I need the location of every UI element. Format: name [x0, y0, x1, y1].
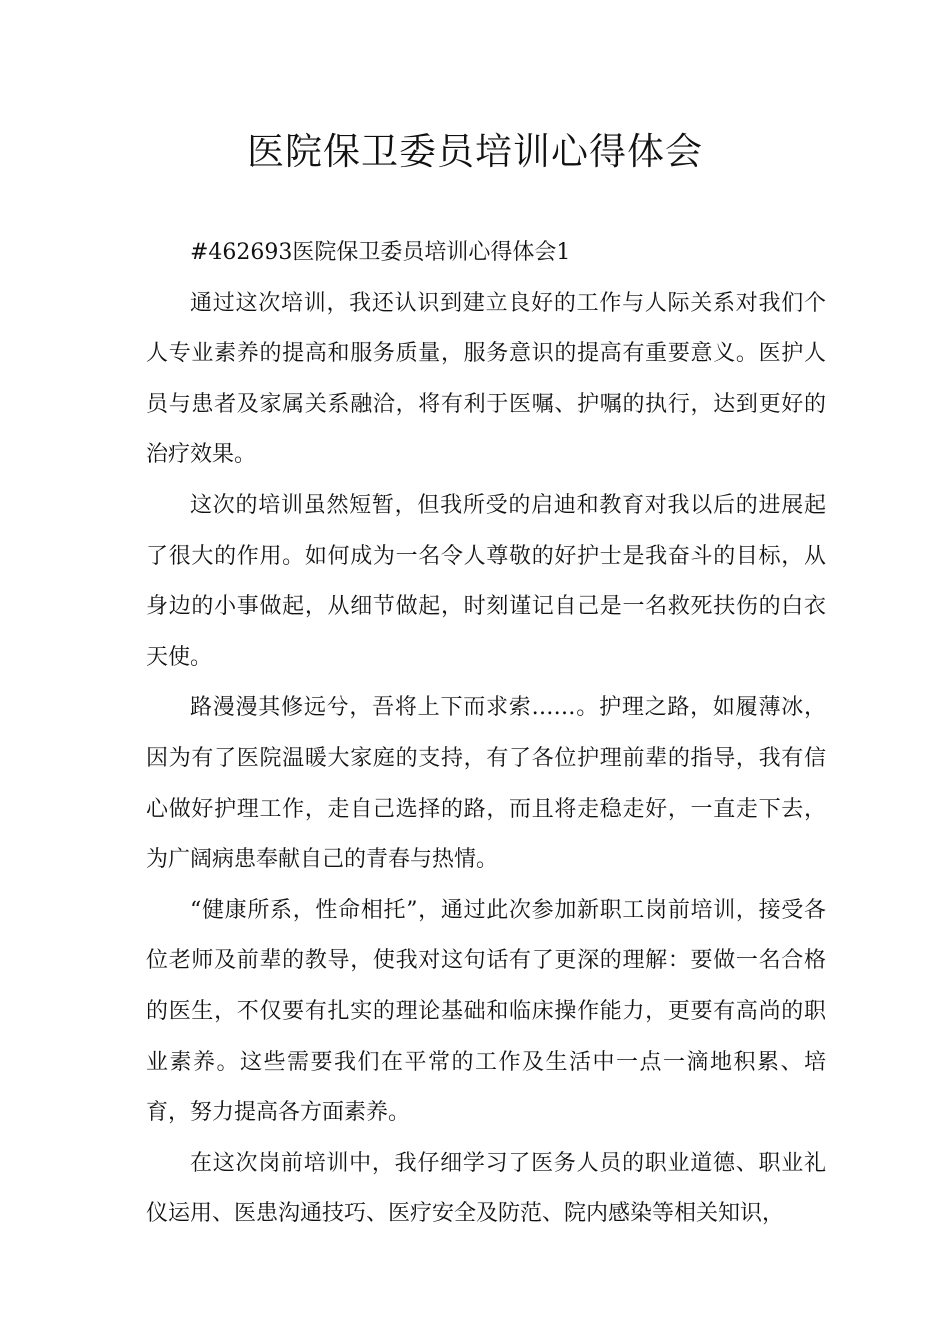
paragraph: 在这次岗前培训中，我仔细学习了医务人员的职业道德、职业礼仪运用、医患沟通技巧、医疗安全及防范、院内感染等相关知识，	[146, 1150, 826, 1227]
document-body	[146, 228, 826, 1240]
paragraph: “健康所系，性命相托”，通过此次参加新职工岗前培训，接受各位老师及前辈的教导，使我对这句话有了更深的理解：要做一名合格的医生，不仅要有扎实的理论基础和临床操作能力，更要有高尚的职业素养。这些需要我们在平常的工作及生活中一点一滴地积累、培育，努力提高各方面素养。	[146, 897, 826, 1126]
document-title: 医院保卫委员培训心得体会	[247, 130, 703, 173]
subtitle-line: #462693医院保卫委员培训心得体会1	[190, 240, 571, 265]
paragraph: 这次的培训虽然短暂，但我所受的启迪和教育对我以后的进展起了很大的作用。如何成为一名令人尊敬的好护士是我奋斗的目标，从身边的小事做起，从细节做起，时刻谨记自己是一名救死扶伤的白衣天使。	[146, 492, 826, 670]
paragraph: 路漫漫其修远兮，吾将上下而求索……。护理之路，如履薄冰，因为有了医院温暖大家庭的支持，有了各位护理前辈的指导，我有信心做好护理工作，走自己选择的路，而且将走稳走好，一直走下去，为广阔病患奉献自己的青春与热情。	[146, 695, 826, 873]
paragraph: 通过这次培训，我还认识到建立良好的工作与人际关系对我们个人专业素养的提高和服务质量，服务意识的提高有重要意义。医护人员与患者及家属关系融洽，将有利于医嘱、护嘱的执行，达到更好的治疗效果。	[146, 290, 826, 468]
